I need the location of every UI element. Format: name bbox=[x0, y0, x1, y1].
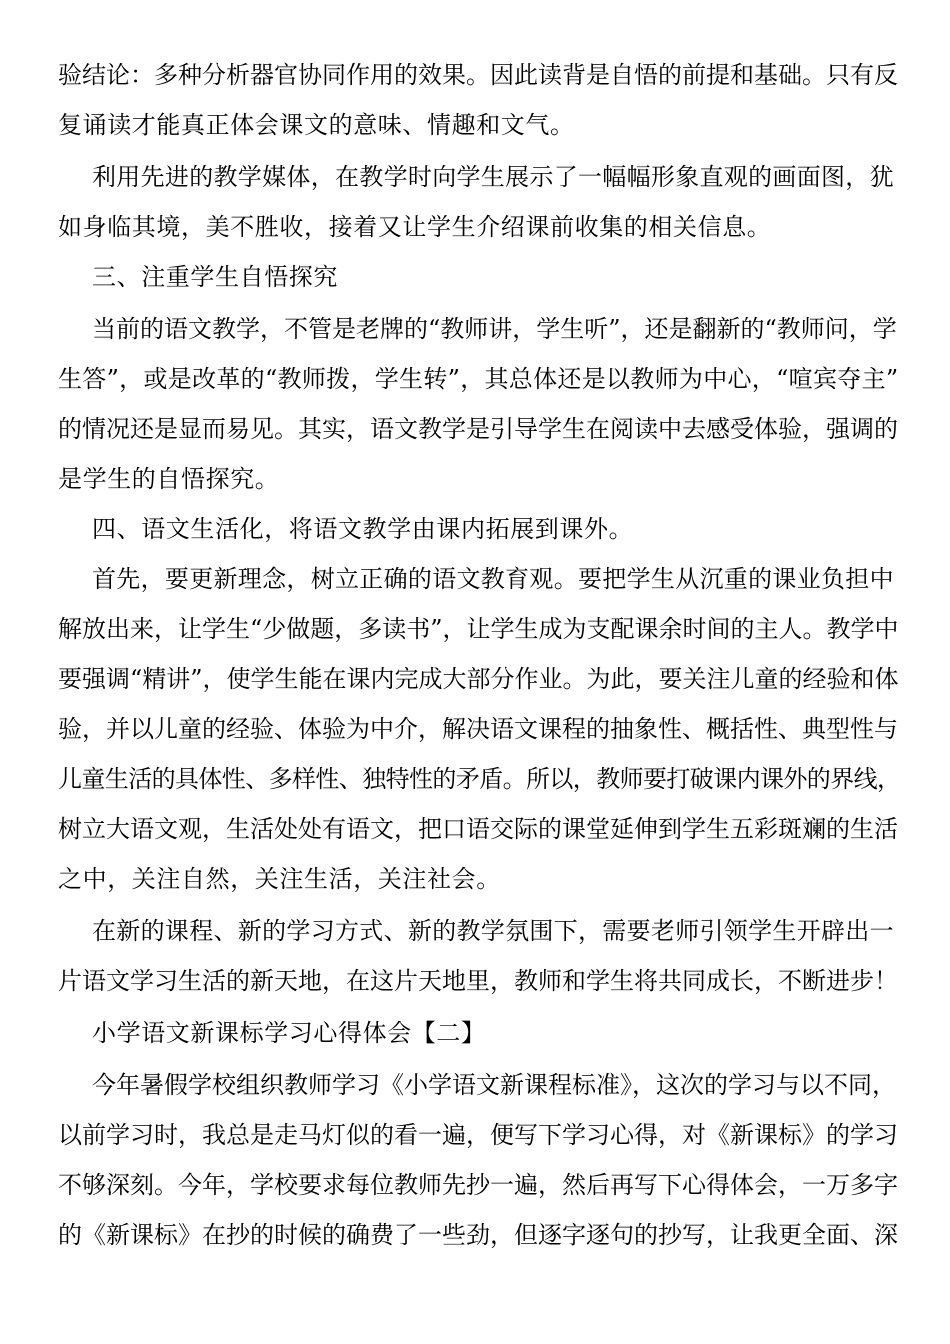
text-line: 验，并以儿童的经验、体验为中介，解决语文课程的抽象性、概括性、典型性与 bbox=[58, 715, 898, 743]
text-line: 树立大语文观，生活处处有语文，把口语交际的课堂延伸到学生五彩斑斓的生活 bbox=[58, 815, 898, 843]
text-line: 首先，要更新理念，树立正确的语文教育观。要把学生从沉重的课业负担中 bbox=[92, 565, 894, 593]
text-line: 之中，关注自然，关注生活，关注社会。 bbox=[58, 865, 501, 893]
text-line: 的情况还是显而易见。其实，语文教学是引导学生在阅读中去感受体验，强调的 bbox=[58, 415, 898, 443]
section-heading: 三、注重学生自悟探究 bbox=[92, 263, 338, 291]
text-line: 复诵读才能真正体会课文的意味、情趣和文气。 bbox=[58, 111, 575, 139]
section-heading: 小学语文新课标学习心得体会【二】 bbox=[92, 1019, 486, 1047]
text-line: 片语文学习生活的新天地，在这片天地里，教师和学生将共同成长，不断进步！ bbox=[58, 967, 898, 995]
text-line: 是学生的自悟探究。 bbox=[58, 465, 280, 493]
section-heading: 四、语文生活化，将语文教学由课内拓展到课外。 bbox=[92, 515, 634, 543]
text-line: 利用先进的教学媒体，在教学时向学生展示了一幅幅形象直观的画面图，犹 bbox=[92, 163, 894, 191]
text-line: 如身临其境，美不胜收，接着又让学生介绍课前收集的相关信息。 bbox=[58, 213, 772, 241]
text-line: 今年暑假学校组织教师学习《小学语文新课程标准》，这次的学习与以不同， bbox=[92, 1071, 896, 1099]
text-line: 不够深刻。今年，学校要求每位教师先抄一遍，然后再写下心得体会，一万多字 bbox=[58, 1171, 898, 1199]
text-line: 生答”，或是改革的“教师拨，学生转”，其总体还是以教师为中心，“喧宾夺主” bbox=[58, 365, 899, 393]
text-line: 儿童生活的具体性、多样性、独特性的矛盾。所以，教师要打破课内课外的界线， bbox=[58, 765, 901, 793]
text-line: 解放出来，让学生“少做题，多读书”，让学生成为支配课余时间的主人。教学中 bbox=[58, 615, 899, 643]
text-line: 当前的语文教学，不管是老牌的“教师讲，学生听”，还是翻新的“教师问，学 bbox=[92, 315, 897, 343]
text-line: 验结论：多种分析器官协同作用的效果。因此读背是自悟的前提和基础。只有反 bbox=[58, 61, 898, 89]
text-line: 要强调“精讲”，使学生能在课内完成大部分作业。为此，要关注儿童的经验和体 bbox=[58, 665, 899, 693]
text-line: 的《新课标》在抄的时候的确费了一些劲，但逐字逐句的抄写，让我更全面、深 bbox=[58, 1221, 898, 1249]
text-line: 在新的课程、新的学习方式、新的教学氛围下，需要老师引领学生开辟出一 bbox=[92, 917, 894, 945]
text-line: 以前学习时，我总是走马灯似的看一遍，便写下学习心得，对《新课标》的学习 bbox=[58, 1121, 898, 1149]
